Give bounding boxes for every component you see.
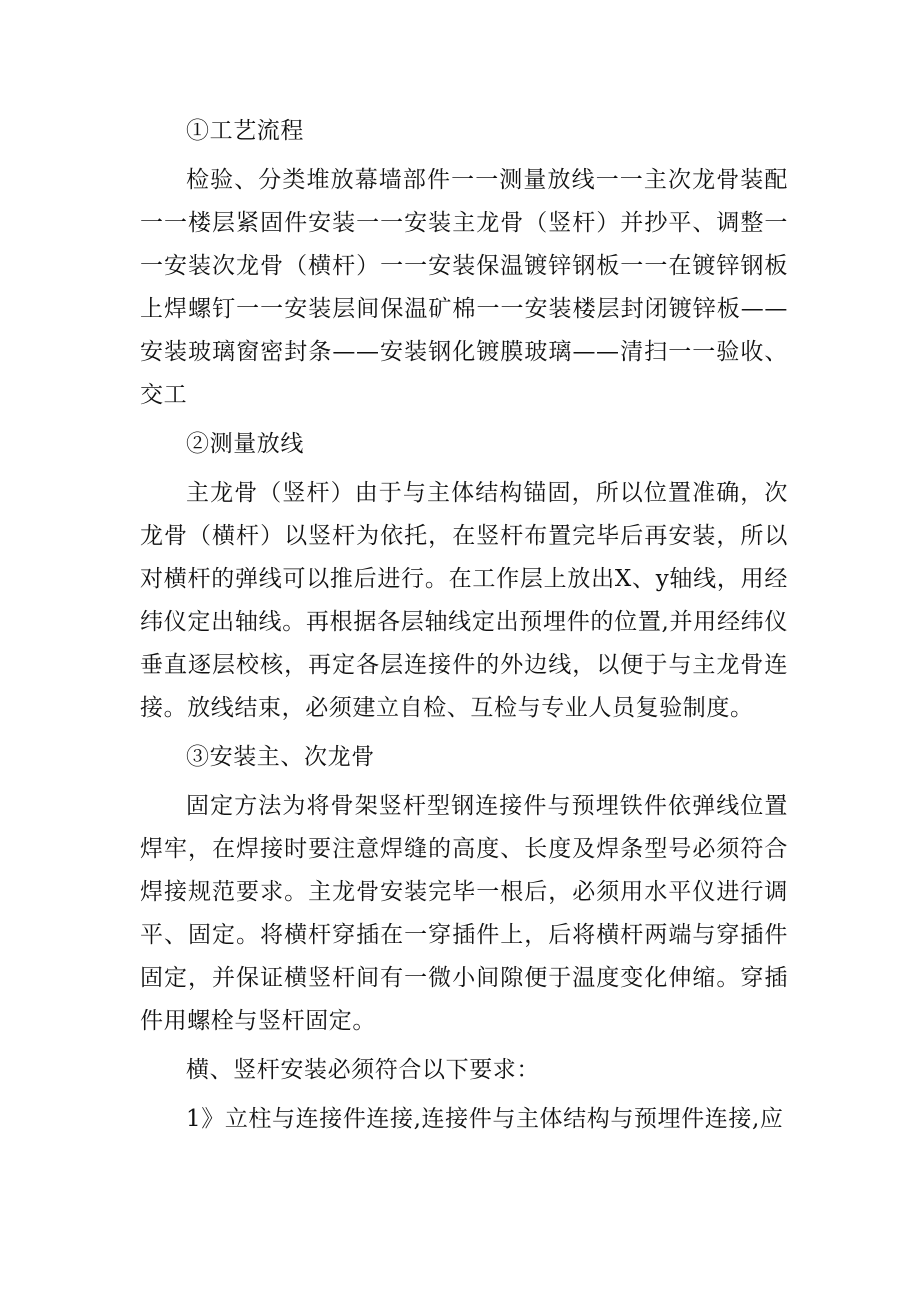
document-body <box>140 110 788 1141</box>
paragraph-survey-setting-out: 主龙骨（竖杆）由于与主体结构锚固，所以位置准确，次龙骨（横杆）以竖杆为依托，在竖杆布置完毕后再安装，所以对横杆的弹线可以推后进行。在工作层上放出X、y轴线，用经纬仪定出轴线。再根据各层轴线定出预埋件的位置,并用经纬仪垂直逐层校核，再定各层连接件的外边线，以便于与主龙骨连接。放线结束，必须建立自检、互检与专业人员复验制度。 <box>140 480 788 721</box>
section-heading-install-keels: ③安装主、次龙骨 <box>186 744 375 770</box>
section-heading-process-flow: ①工艺流程 <box>186 118 304 144</box>
paragraph-process-flow: 检验、分类堆放幕墙部件一一测量放线一一主次龙骨装配一一楼层紧固件安装一一安装主龙骨（竖杆）并抄平、调整一一安装次龙骨（横杆）一一安装保温镀锌钢板一一在镀锌钢板上焊螺钉一一安装层间保温矿棉一一安装楼层封闭镀锌板——安装玻璃窗密封条——安装钢化镀膜玻璃——清扫一一验收、交工 <box>140 167 788 408</box>
paragraph-requirement-1: 1》立柱与连接件连接,连接件与主体结构与预埋件连接,应 <box>186 1106 784 1132</box>
paragraph-install-keels: 固定方法为将骨架竖杆型钢连接件与预埋铁件依弹线位置焊牢，在焊接时要注意焊缝的高度、长度及焊条型号必须符合焊接规范要求。主龙骨安装完毕一根后，必须用水平仪进行调平、固定。将横杆穿插在一穿插件上，后将横杆两端与穿插件固定，并保证横竖杆间有一微小间隙便于温度变化伸缩。穿插件用螺栓与竖杆固定。 <box>140 793 788 1034</box>
paragraph-requirements-intro: 横、竖杆安装必须符合以下要求： <box>186 1057 540 1083</box>
section-heading-survey-setting-out: ②测量放线 <box>186 431 304 457</box>
